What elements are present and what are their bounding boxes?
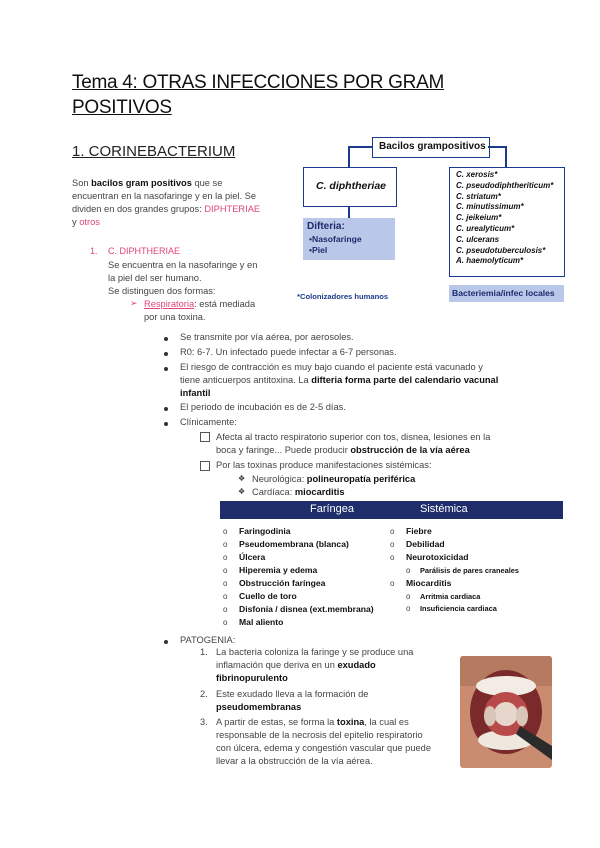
page-title: Tema 4: OTRAS INFECCIONES POR GRAM POSITIVOS (72, 72, 444, 118)
bullet-clinica: Clínicamente: (180, 417, 237, 427)
table-subcell: Parálisis de pares craneales (420, 566, 520, 575)
patogenia-step-1: La bacteria coloniza la faringe y se produce una inflamación que deriva en un exudado fibrinopurulento (216, 647, 414, 683)
bullet-r0: R0: 6-7. Un infectado puede infectar a 6-7 personas. (180, 347, 397, 357)
throat-illustration (460, 656, 552, 768)
checkbox-icon (200, 432, 210, 442)
diagram-diphtheriae-label: C. diphtheriae (316, 180, 387, 192)
diagram-others-box (449, 167, 565, 277)
others-list: C. xerosis* C. pseudodiphtheriticum* C. striatum* C. minutissimum* C. jeikeium* C. urealyticum* C. ulcerans C. pseudotuberculosis* A. haemolyticum* (456, 170, 554, 266)
table-bullet: o (223, 592, 228, 601)
subsection-heading: C. DIPHTHERIAE (108, 246, 181, 256)
table-bullet: o (223, 579, 228, 588)
bullet-incubacion: El periodo de incubación es de 2-5 días. (180, 402, 346, 412)
bullet-transmision: Se transmite por vía aérea, por aerosoles. (180, 332, 354, 342)
clinica-item-2: Por las toxinas produce manifestaciones sistémicas: (216, 460, 432, 470)
clinica-item-1: Afecta al tracto respiratorio superior con tos, disnea, lesiones en la boca y faringe... Puede producir obstrucción de la vía aérea (216, 432, 491, 455)
bullet-dot (164, 352, 168, 356)
diagram-connector (348, 146, 350, 168)
table-bullet: o (406, 592, 411, 601)
checkbox-icon (200, 461, 210, 471)
colonizers-note: *Colonizadores humanos (297, 292, 389, 301)
diagram-connector (505, 146, 507, 168)
subsection-text: Se encuentra en la nasofaringe y en la piel del ser humano. Se distinguen dos formas: (108, 260, 258, 296)
bullet-dot (164, 407, 168, 411)
section-heading: 1. CORINEBACTERIUM (72, 143, 236, 160)
table-cell: Neurotoxicidad (406, 552, 469, 562)
table-subcell: Insuficiencia cardiaca (420, 604, 497, 613)
bullet-dot (164, 640, 168, 644)
table-cell: Debilidad (406, 539, 445, 549)
table-bullet: o (223, 527, 228, 536)
difteria-list: •Nasofaringe •Piel (309, 234, 362, 255)
table-cell: Mal aliento (239, 617, 284, 627)
bullet-riesgo: El riesgo de contracción es muy bajo cuando el paciente está vacunado y tiene anticuerpos antitoxina. La difteria forma parte del calendario vacunal infantil (180, 362, 499, 398)
diagram-diphtheriae-box (303, 167, 397, 207)
diagram-root-label: Bacilos grampositivos (379, 141, 486, 152)
manifestations-table-header (220, 501, 563, 519)
diamond-bullet-icon: ❖ (238, 487, 246, 496)
table-bullet: o (390, 540, 395, 549)
table-cell: Obstrucción faríngea (239, 578, 326, 588)
table-bullet: o (390, 553, 395, 562)
table-cell: Disfonía / disnea (ext.membrana) (239, 604, 374, 614)
table-bullet: o (390, 527, 395, 536)
table-cell: Faringodinia (239, 526, 291, 536)
bacteremia-label: Bacteriemia/infec locales (452, 288, 555, 298)
bullet-dot (164, 367, 168, 371)
table-cell: Pseudomembrana (blanca) (239, 539, 349, 549)
throat-photo (460, 656, 552, 768)
table-bullet: o (223, 540, 228, 549)
neurologica-item: Neurológica: polineuropatía periférica (252, 474, 416, 484)
table-bullet: o (223, 605, 228, 614)
patogenia-number: 3. (200, 717, 208, 727)
table-cell: Miocarditis (406, 578, 452, 588)
patogenia-heading: PATOGENIA: (180, 635, 236, 645)
table-cell: Fiebre (406, 526, 432, 536)
subsection-number: 1. (90, 246, 98, 256)
table-bullet: o (223, 566, 228, 575)
diagram-connector (348, 206, 350, 218)
table-header-sistemica: Sistémica (420, 503, 468, 515)
intro-paragraph: Son bacilos gram positivos que se encuentran en la nasofaringe y en la piel. Se dividen en dos grandes grupos: DIPHTERIAE y otros (72, 178, 261, 227)
arrow-bullet: ➢ (130, 298, 138, 308)
table-subcell: Arritmia cardiaca (420, 592, 481, 601)
difteria-title: Difteria: (307, 221, 345, 232)
diamond-bullet-icon: ❖ (238, 474, 246, 483)
diagram-connector (488, 146, 506, 148)
respiratoria-text: Respiratoria: está mediada por una toxina. (144, 299, 256, 322)
table-bullet: o (223, 553, 228, 562)
table-cell: Hiperemia y edema (239, 565, 318, 575)
table-cell: Cuello de toro (239, 591, 297, 601)
diagram-bacteremia-box (449, 285, 564, 302)
bullet-dot (164, 422, 168, 426)
patogenia-step-3: A partir de estas, se forma la toxina, la cual es responsable de la necrosis del epitelio respiratorio con úlcera, edema y congestión vascular que puede llevar a la obstrucción de la vía aérea. (216, 717, 431, 766)
table-bullet: o (390, 579, 395, 588)
cardiaca-item: Cardíaca: miocarditis (252, 487, 345, 497)
table-bullet: o (406, 566, 411, 575)
diagram-connector (348, 146, 373, 148)
diagram-root-box (372, 137, 490, 158)
patogenia-number: 2. (200, 689, 208, 699)
patogenia-step-2: Este exudado lleva a la formación de pseudomembranas (216, 689, 369, 712)
table-header-faringea: Faríngea (310, 503, 355, 515)
diagram-difteria-box (303, 218, 395, 260)
patogenia-number: 1. (200, 647, 208, 657)
table-bullet: o (223, 618, 228, 627)
table-bullet: o (406, 604, 411, 613)
table-cell: Úlcera (239, 552, 266, 562)
bullet-dot (164, 337, 168, 341)
